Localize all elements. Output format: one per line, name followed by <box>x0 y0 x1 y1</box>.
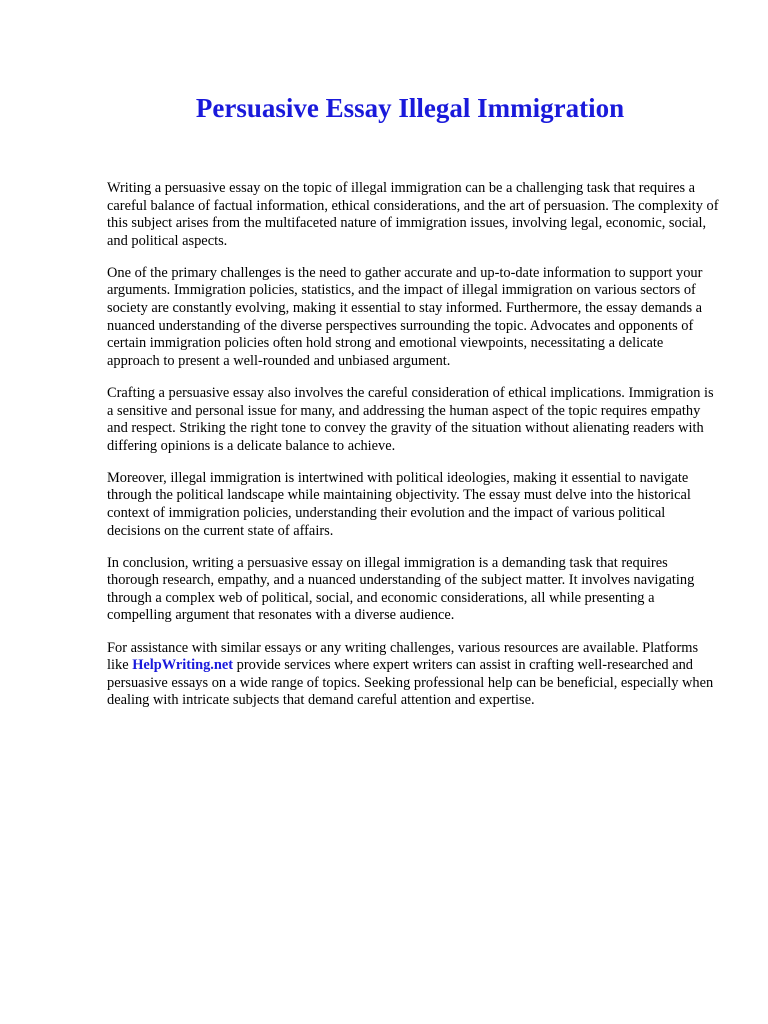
paragraph-6-text-after-link: provide services where expert writers can assist in crafting well-researched and persuasive essays on a wide range of topics. Seeking professional help can be beneficial, especially when dealing with intricate subjects that demand careful attention and expertise. <box>107 657 714 709</box>
paragraph-1: Writing a persuasive essay on the topic of illegal immigration can be a challenging task that requires a careful balance of factual information, ethical considerations, and the art of persuasion. The complexity of this subject arises from the multifaceted nature of immigration issues, involving legal, economic, social, and political aspects. <box>107 180 719 249</box>
document-title: Persuasive Essay Illegal Immigration <box>195 93 625 123</box>
paragraph-3: Crafting a persuasive essay also involves the careful consideration of ethical implications. Immigration is a sensitive and personal issue for many, and addressing the human aspect of the topic requires empathy and respect. Striking the right tone to convey the gravity of the situation without alienating readers with differing opinions is a delicate balance to achieve. <box>107 384 714 454</box>
paragraph-4: Moreover, illegal immigration is intertwined with political ideologies, making it essential to navigate through the political landscape while maintaining objectivity. The essay must delve into the historical context of immigration policies, understanding their evolution and the impact of various political decisions on the current state of affairs. <box>107 469 691 539</box>
document-body <box>107 180 719 724</box>
paragraph-5: In conclusion, writing a persuasive essay on illegal immigration is a demanding task that requires thorough research, empathy, and a nuanced understanding of the subject matter. It involves navigating through a complex web of political, social, and economic considerations, all while presenting a compelling argument that resonates with a diverse audience. <box>107 554 695 624</box>
paragraph-6-text-before-link: For assistance with similar essays or any writing challenges, various resources are available. Platforms like <box>107 639 699 674</box>
helpwriting-link[interactable]: HelpWriting.net <box>132 657 234 674</box>
paragraph-2: One of the primary challenges is the need to gather accurate and up-to-date information to support your arguments. Immigration policies, statistics, and the impact of illegal immigration on various sectors of society are constantly evolving, making it essential to stay informed. Furthermore, the essay demands a nuanced understanding of the diverse perspectives surrounding the topic. Advocates and opponents of certain immigration policies often hold strong and emotional viewpoints, necessitating a delicate approach to present a well-rounded and unbiased argument. <box>107 264 703 369</box>
paragraph-6 <box>107 640 719 710</box>
